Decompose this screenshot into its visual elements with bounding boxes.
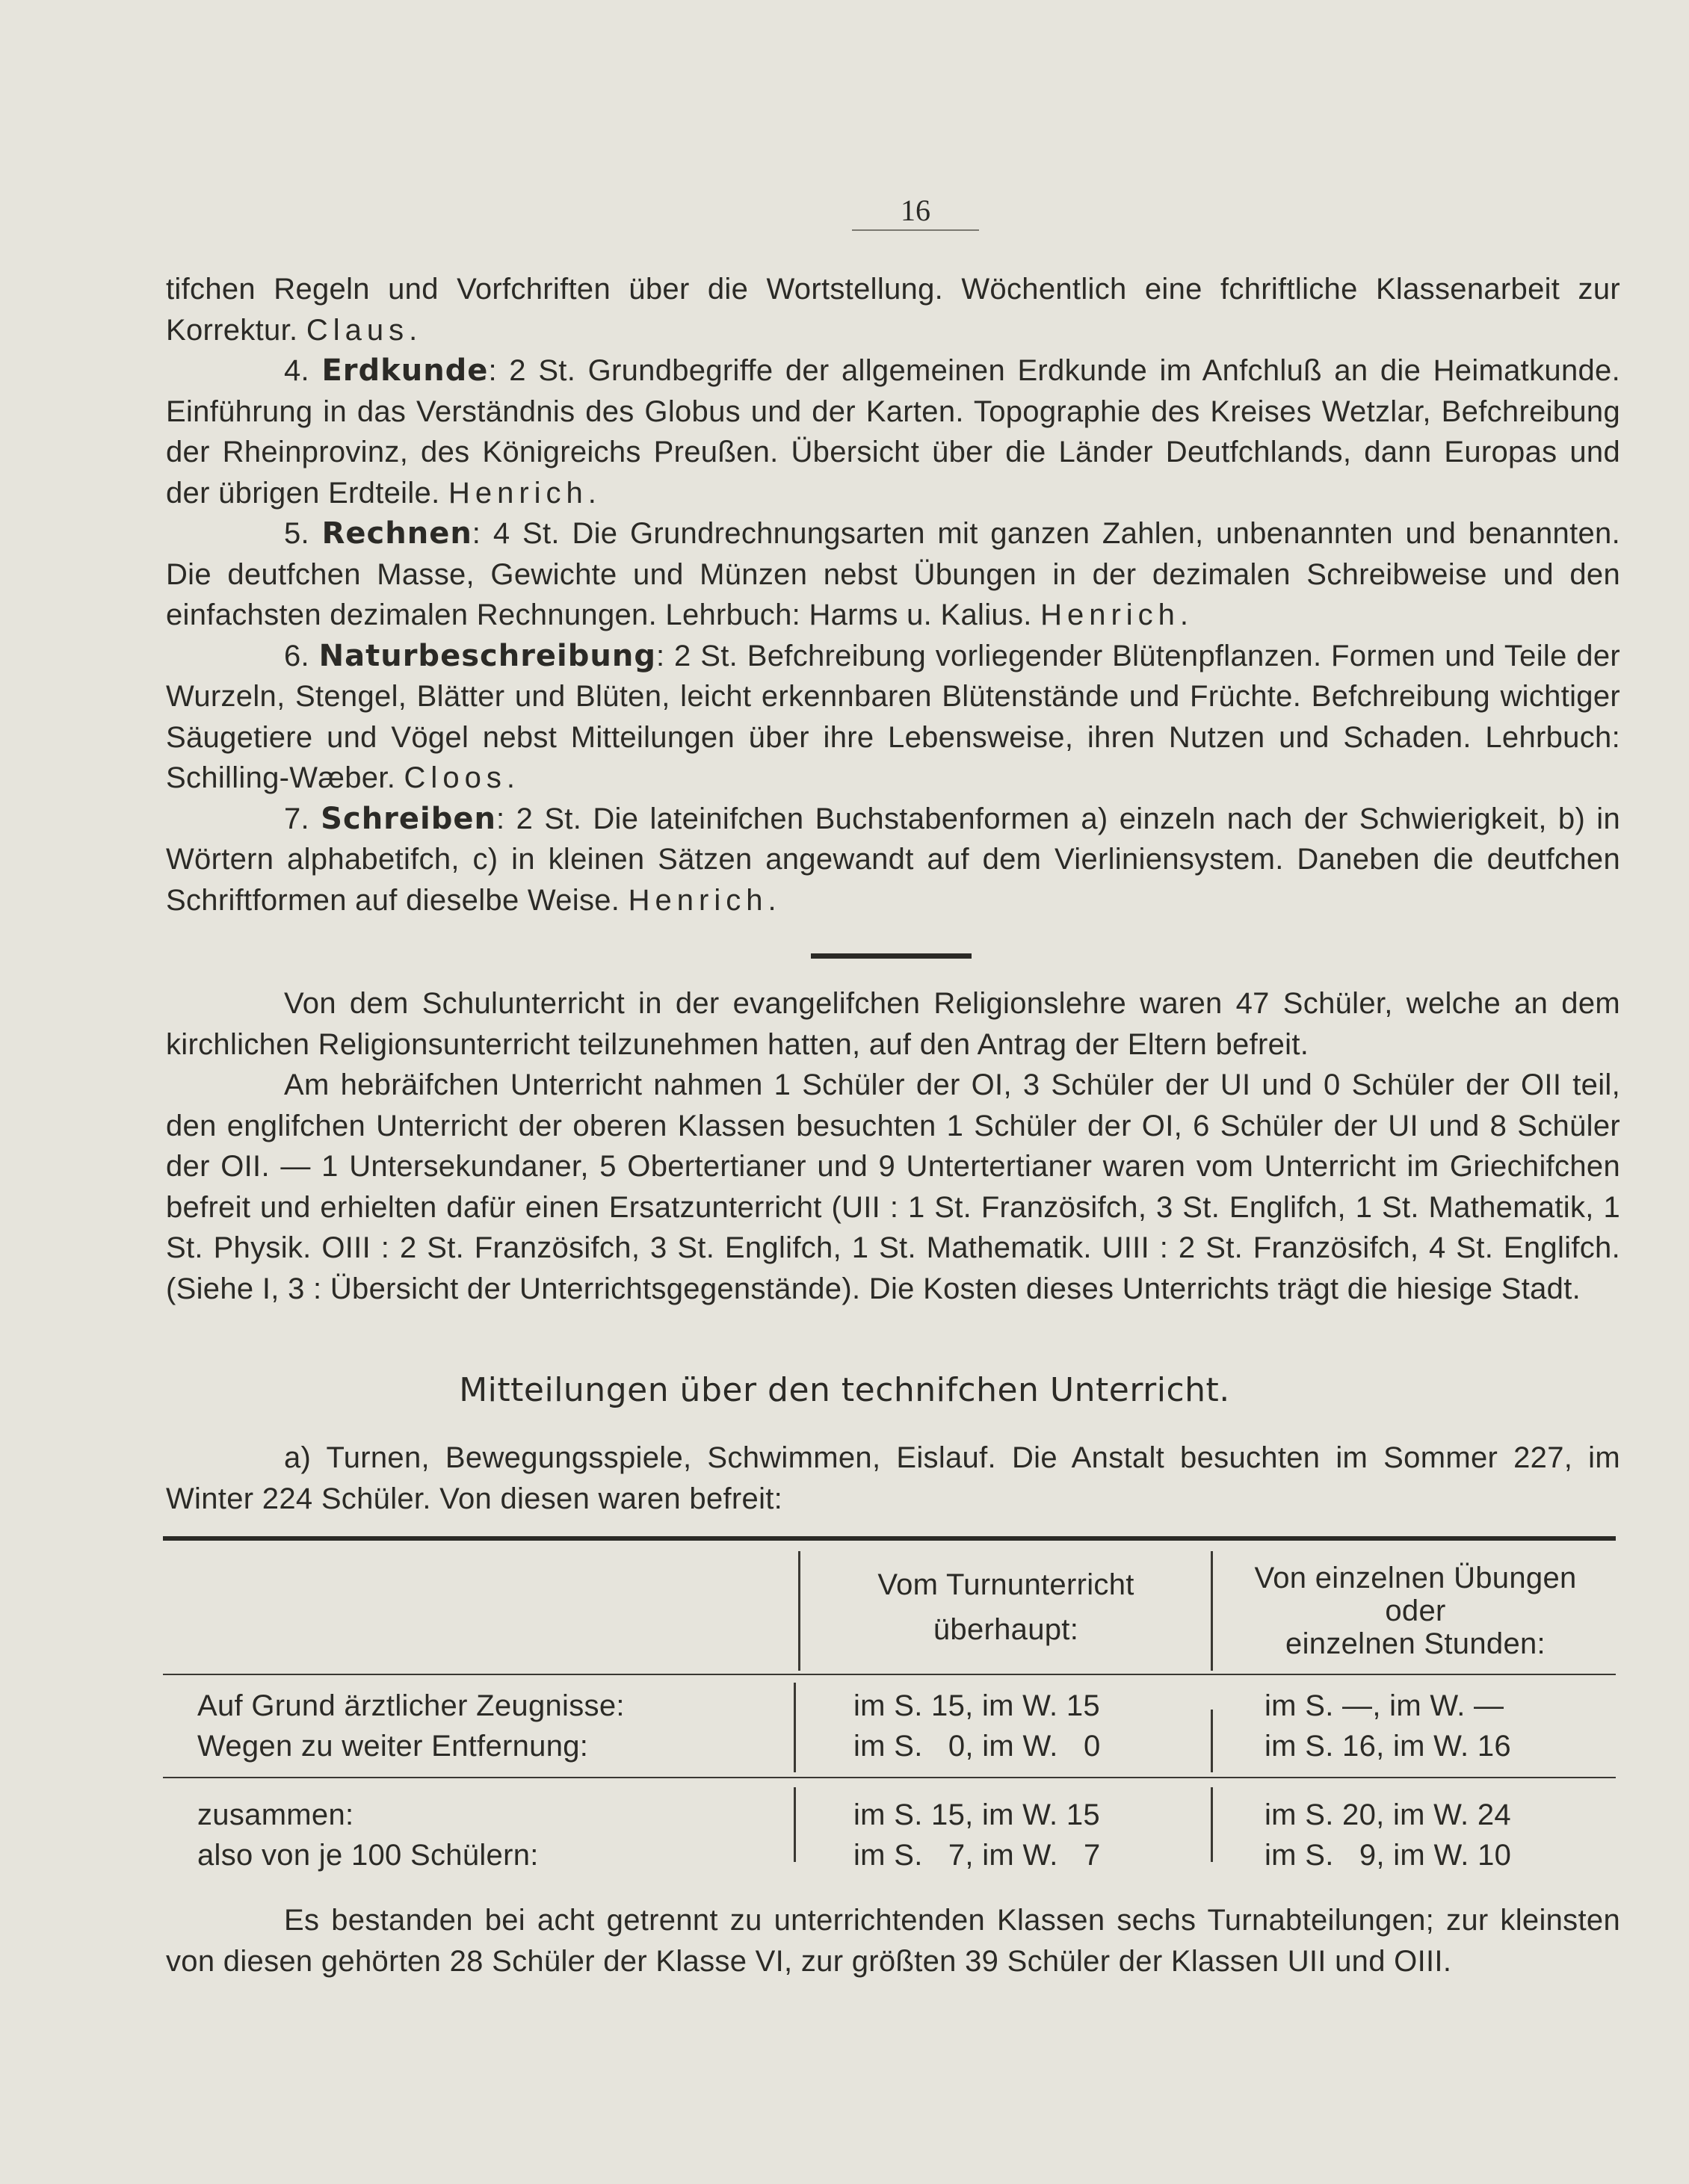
subject-title: Rechnen	[321, 516, 472, 551]
table-header-rule	[163, 1674, 1616, 1675]
curriculum-block	[166, 269, 1620, 921]
row-label: Wegen zu weiter Entfernung:	[197, 1730, 589, 1763]
row-label: Auf Grund ärztlicher Zeugnisse:	[197, 1689, 625, 1722]
subject-title: Naturbeschreibung	[318, 638, 656, 673]
table-col-divider	[798, 1551, 800, 1671]
paragraph-rechnen	[166, 513, 1620, 636]
paragraph-erdkunde	[166, 350, 1620, 513]
paragraph-closing: Es bestanden bei acht getrennt zu unterrichtenden Klassen sechs Turnabteilungen; zur kleinsten von diesen gehörten 28 Schüler der Klasse VI, zur größten 39 Schüler der Klassen UII und OIII.	[166, 1904, 1620, 1978]
item-number: 4.	[284, 354, 309, 387]
row-value-col1: im S. 7, im W. 7	[853, 1839, 1101, 1872]
paragraph-religion: Von dem Schulunterricht in der evangelifchen Religionslehre waren 47 Schüler, welche an dem kirchlichen Religionsunterricht teilzunehmen hatten, auf den Antrag der Eltern befreit.	[166, 987, 1620, 1061]
subject-hours: : 2 St.	[495, 802, 582, 835]
table-col-divider	[1211, 1787, 1213, 1862]
paragraph-continuation	[166, 269, 1620, 350]
subject-hours: : 2 St.	[655, 639, 738, 672]
table-header-col1	[803, 1568, 1209, 1647]
header-line: Vom Turnunterricht	[877, 1568, 1134, 1601]
subject-title: Schreiben	[321, 801, 496, 836]
teacher-name: Claus.	[306, 313, 423, 347]
row-value-col2: im S. 9, im W. 10	[1265, 1839, 1512, 1872]
item-number: 7.	[284, 802, 309, 835]
subject-text: Die lateinifchen Buchstabenformen a) einzeln nach der Schwierigkeit, b) in Wörtern alphabetifch, c) in kleinen Sätzen angewandt auf dem Vierliniensystem. Daneben die deutfchen Schriftformen auf dieselbe Weise.	[166, 802, 1621, 917]
row-value-col2: im S. —, im W. —	[1265, 1689, 1504, 1722]
subject-text: Grundbegriffe der allgemeinen Erdkunde im Anfchluß an die Heimatkunde. Einführung in das Verständnis des Globus und der Karten. Topographie des Kreises Wetzlar, Befchreibung der Rheinprovinz, des Königreichs Preußen. Übersicht über die Länder Deutfchlands, dann Europas und der übrigen Erdteile.	[166, 354, 1620, 510]
table-col-divider	[1211, 1551, 1213, 1671]
page-number: 16	[852, 193, 979, 231]
subject-text: Die Grundrechnungsarten mit ganzen Zahlen, unbenannten und benannten. Die deutfchen Masse, Gewichte und Münzen nebst Übungen in der dezimalen Schreibweise und den einfachsten dezimalen Rechnungen. Lehrbuch: Harms u. Kalius.	[166, 517, 1620, 631]
table-header-col2	[1215, 1562, 1616, 1660]
teacher-name: Cloos.	[404, 761, 520, 794]
subject-title: Erdkunde	[321, 353, 489, 388]
row-label: zusammen:	[197, 1798, 354, 1831]
subject-text: Befchreibung vorliegender Blütenpflanzen. Formen und Teile der Wurzeln, Stengel, Blätter und Blüten, leicht erkennbaren Blütenstände und Früchte. Befchreibung wichtiger Säugetiere und Vögel nebst Mitteilungen über ihre Lebensweise, ihren Nutzen und Schaden. Lehrbuch: Schilling-Wæber.	[166, 639, 1621, 794]
row-value-col1: im S. 15, im W. 15	[853, 1689, 1100, 1722]
header-line: überhaupt:	[933, 1613, 1079, 1646]
exemption-table	[163, 1536, 1616, 1872]
header-line: oder	[1385, 1594, 1446, 1627]
teacher-name: Henrich.	[1040, 598, 1194, 631]
row-value-col1: im S. 0, im W. 0	[853, 1730, 1101, 1763]
teacher-name: Henrich.	[628, 883, 782, 917]
row-value-col2: im S. 20, im W. 24	[1265, 1798, 1511, 1831]
paragraph-naturbeschreibung	[166, 636, 1620, 799]
religion-language-block	[166, 983, 1620, 1309]
closing-block	[166, 1900, 1620, 1982]
table-subtotal-rule	[163, 1777, 1616, 1778]
header-line: einzelnen Stunden:	[1285, 1627, 1546, 1660]
item-number: 6.	[284, 639, 309, 672]
section-divider	[811, 953, 972, 959]
item-number: 5.	[284, 517, 309, 550]
table-top-rule	[163, 1536, 1616, 1541]
teacher-name: Henrich.	[448, 476, 602, 510]
row-label: also von je 100 Schülern:	[197, 1839, 539, 1872]
table-col-divider	[1211, 1710, 1213, 1772]
row-value-col2: im S. 16, im W. 16	[1265, 1730, 1511, 1763]
table-col-divider	[794, 1787, 796, 1862]
paragraph-sports: a) Turnen, Bewegungsspiele, Schwimmen, Eislauf. Die Anstalt besuchten im Sommer 227, im Winter 224 Schüler. Von diesen waren befreit:	[166, 1441, 1620, 1515]
row-value-col1: im S. 15, im W. 15	[853, 1798, 1100, 1831]
subject-hours: : 2 St.	[488, 354, 576, 387]
sports-intro-block	[166, 1438, 1620, 1519]
subject-hours: : 4 St.	[472, 517, 560, 550]
paragraph-schreiben	[166, 799, 1620, 921]
table-col-divider	[794, 1683, 796, 1772]
continuation-text: tifchen Regeln und Vorfchriften über die Wortstellung. Wöchentlich eine fchriftliche Klassenarbeit zur Korrektur.	[166, 273, 1620, 347]
paragraph-languages: Am hebräifchen Unterricht nahmen 1 Schüler der OI, 3 Schüler der UI und 0 Schüler der OII teil, den englifchen Unterricht der oberen Klassen besuchten 1 Schüler der OI, 6 Schüler der UI und 8 Schüler der OII. — 1 Untersekundaner, 5 Obertertianer und 9 Untertertianer waren vom Unterricht im Griechifchen befreit und erhielten dafür einen Ersatzunterricht (UII : 1 St. Französifch, 3 St. Englifch, 1 St. Mathematik, 1 St. Physik. OIII : 2 St. Französifch, 3 St. Englifch, 1 St. Mathematik. UIII : 2 St. Französifch, 4 St. Englifch. (Siehe I, 3 : Übersicht der Unterrichtsgegenstände). Die Kosten dieses Unterrichts trägt die hiesige Stadt.	[166, 1068, 1620, 1305]
header-line: Von einzelnen Übungen	[1254, 1562, 1577, 1594]
section-heading: Mitteilungen über den technifchen Unterricht.	[459, 1371, 1230, 1409]
